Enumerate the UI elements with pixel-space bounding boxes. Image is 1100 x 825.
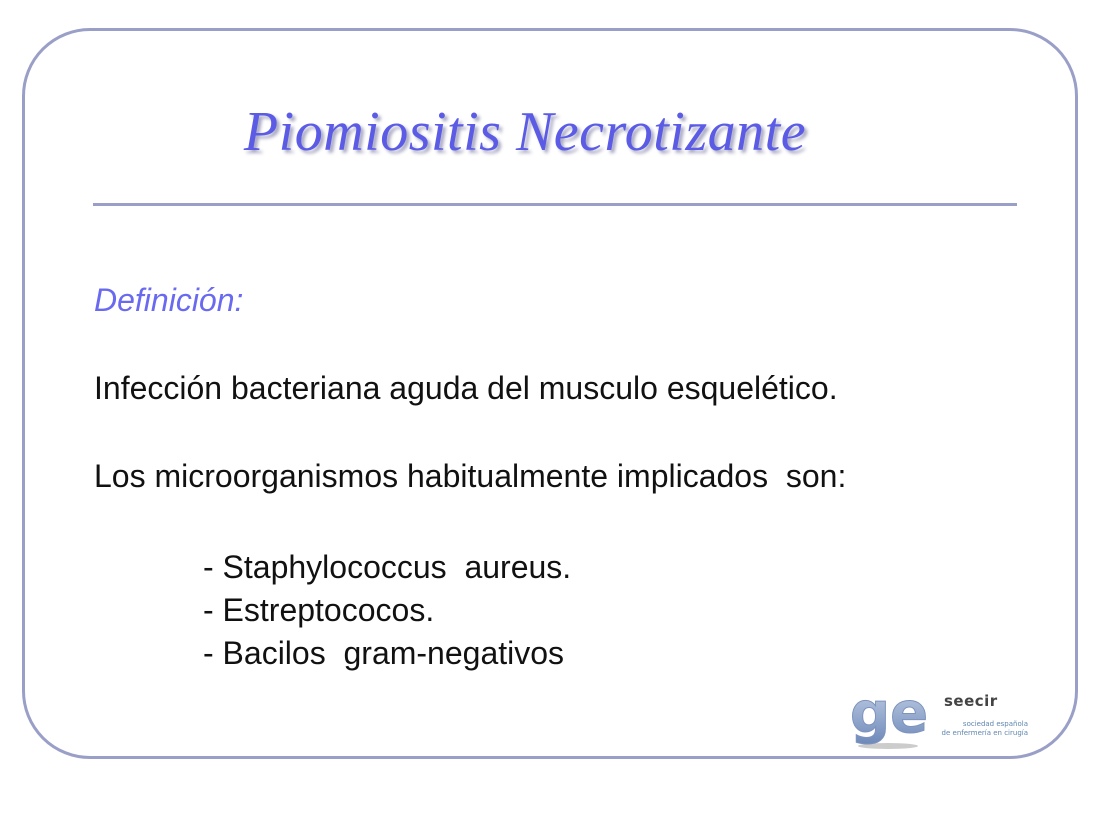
logo-name: seecir [944,692,998,710]
slide-title: Piomiositis Necrotizante [243,101,807,163]
logo-subtitle-line: sociedad española [962,720,1028,728]
definition-label: Definición: [94,282,244,318]
definition-paragraph: Infección bacteriana aguda del musculo esquelético. [94,370,838,406]
organisms-intro-paragraph: Los microorganismos habitualmente implicados son: [94,458,847,494]
title-divider [93,203,1017,206]
logo-subtitle-line: de enfermería en cirugía [941,729,1028,737]
list-item: - Staphylococcus aureus. [203,549,572,585]
list-item: - Estreptococos. [203,592,435,628]
organisms-list [203,546,571,675]
logo-subtitle [932,720,1028,738]
seecir-logo [848,680,1028,752]
list-item: - Bacilos gram-negativos [203,635,565,671]
ge-logo-icon [848,680,928,752]
svg-text:ge: ge [850,681,928,746]
